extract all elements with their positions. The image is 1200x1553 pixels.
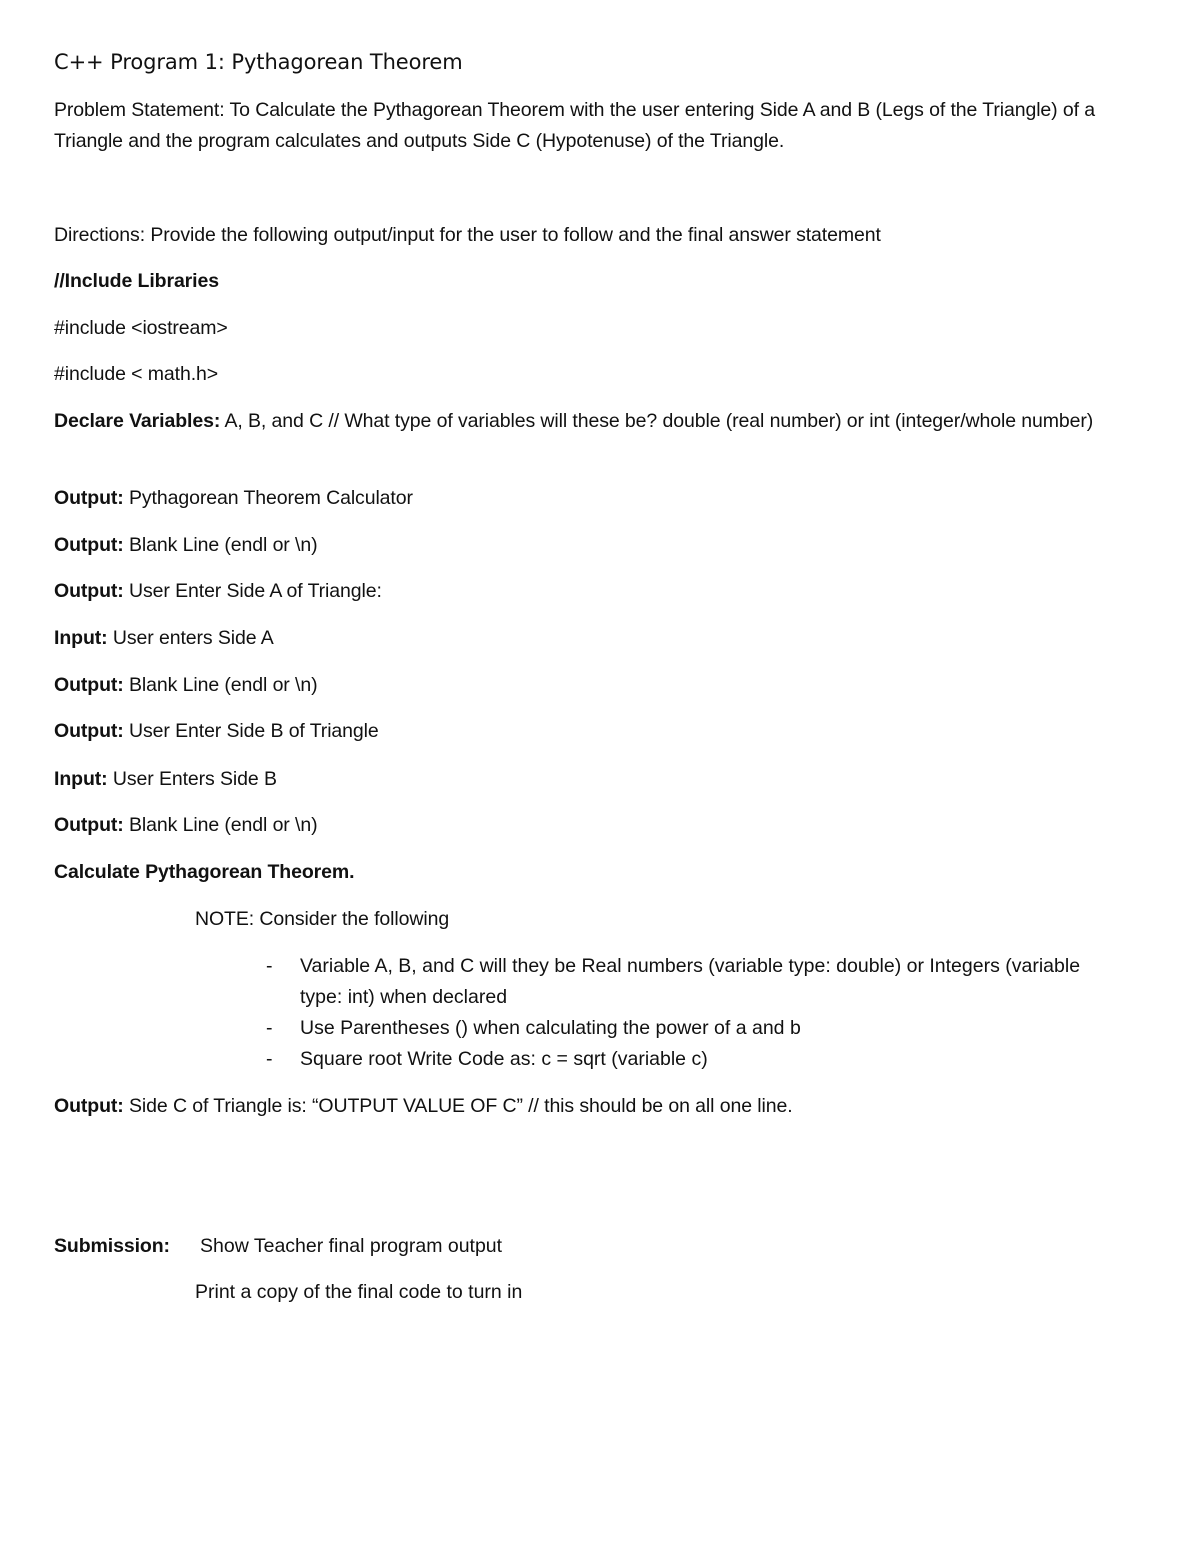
bullet-item: Use Parentheses () when calculating the power of a and b [300, 1017, 801, 1039]
step-text: Blank Line (endl or \n) [123, 814, 318, 836]
step-label: Output: [54, 674, 124, 696]
step-7 [54, 764, 277, 795]
calculate-heading: Calculate Pythagorean Theorem. [54, 861, 355, 883]
declare-variables [54, 406, 1154, 437]
step-label: Input: [54, 627, 108, 649]
declare-variables-label: Declare Variables: [54, 410, 221, 432]
step-text: User Enter Side B of Triangle [123, 720, 379, 742]
include-math: #include < math.h> [54, 363, 219, 385]
final-output-text: Side C of Triangle is: “OUTPUT VALUE OF C” // this should be on all one line. [123, 1095, 793, 1117]
step-label: Input: [54, 768, 108, 790]
step-1 [54, 483, 413, 514]
include-iostream: #include <iostream> [54, 317, 228, 339]
step-text: User enters Side A [107, 627, 274, 649]
step-5 [54, 670, 317, 701]
step-label: Output: [54, 580, 124, 602]
step-label: Output: [54, 814, 124, 836]
step-text: User Enter Side A of Triangle: [123, 580, 382, 602]
step-3 [54, 576, 382, 607]
step-text: Blank Line (endl or \n) [123, 534, 318, 556]
final-output-label: Output: [54, 1095, 124, 1117]
bullet-marker: - [266, 1017, 273, 1039]
bullet-marker: - [266, 955, 273, 977]
final-output [54, 1091, 793, 1122]
bullet-item: Variable A, B, and C will they be Real numbers (variable type: double) or Integers (variable type: int) when declared [300, 955, 1081, 1008]
note-heading: NOTE: Consider the following [195, 908, 450, 930]
step-4 [54, 623, 274, 654]
step-label: Output: [54, 534, 124, 556]
step-2 [54, 530, 317, 561]
bullet-item: Square root Write Code as: c = sqrt (variable c) [300, 1048, 708, 1070]
step-label: Output: [54, 487, 124, 509]
submission-line-2: Print a copy of the final code to turn in [195, 1281, 523, 1303]
declare-variables-text: A, B, and C // What type of variables will these be? double (real number) or int (integer/whole number) [220, 410, 1094, 432]
directions: Directions: Provide the following output/input for the user to follow and the final answer statement [54, 224, 881, 246]
step-text: User Enters Side B [107, 768, 277, 790]
step-label: Output: [54, 720, 124, 742]
submission-label: Submission: [54, 1235, 170, 1257]
step-8 [54, 810, 317, 841]
step-6 [54, 716, 379, 747]
problem-statement: Problem Statement: To Calculate the Pythagorean Theorem with the user entering Side A and B (Legs of the Triangle) of a Triangle and the program calculates and outputs Side C (Hypotenuse) of the Triangle. [54, 99, 1096, 152]
submission-line-1: Show Teacher final program output [200, 1235, 503, 1257]
step-text: Pythagorean Theorem Calculator [123, 487, 413, 509]
bullet-marker: - [266, 1048, 273, 1070]
document-title: C++ Program 1: Pythagorean Theorem [54, 50, 463, 74]
step-text: Blank Line (endl or \n) [123, 674, 318, 696]
include-libraries-comment: //Include Libraries [54, 270, 219, 292]
